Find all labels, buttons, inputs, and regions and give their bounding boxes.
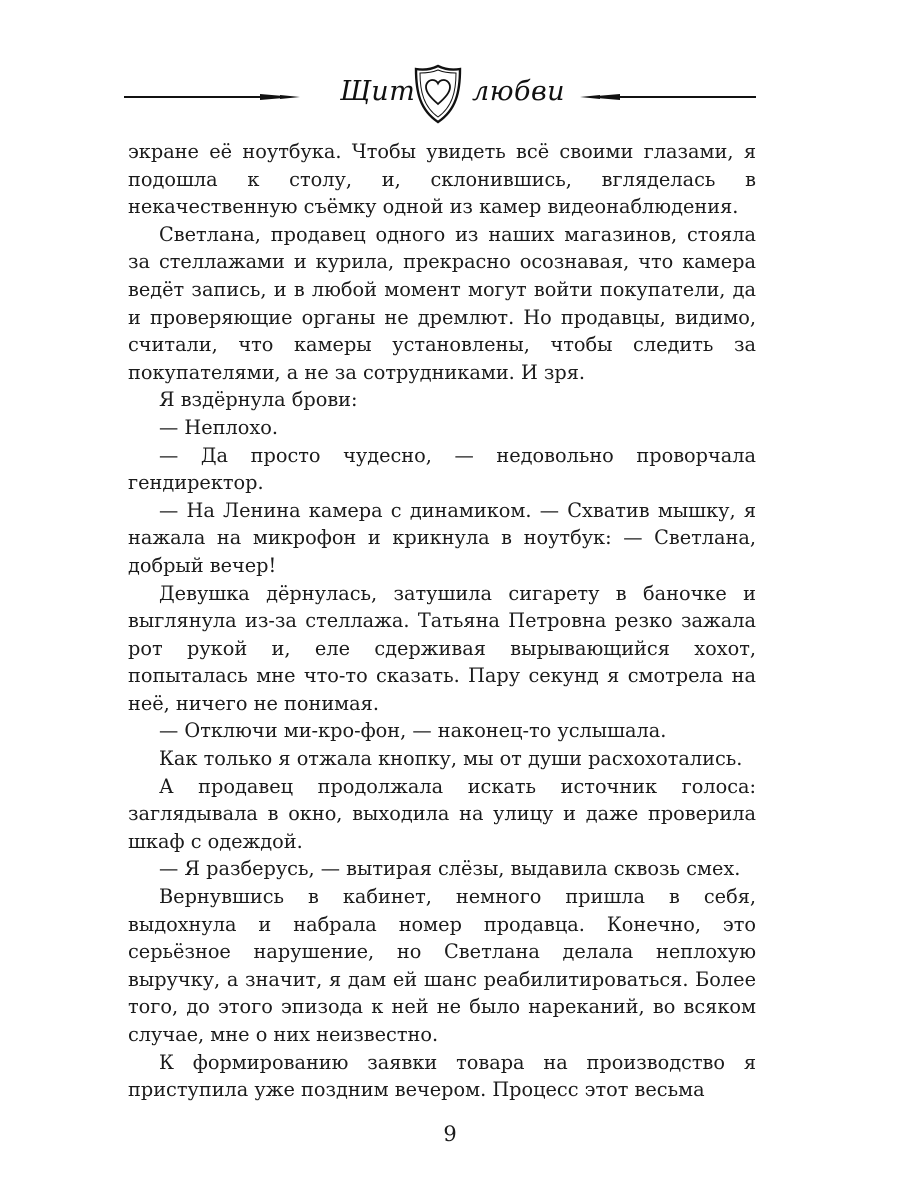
paragraph: — Я разберусь, — вытирая слёзы, выдавила сквозь смех. [159, 857, 741, 881]
paragraph: — Отключи ми-кро-фон, — наконец-то услышала. [159, 719, 667, 743]
shield-heart-icon [412, 62, 464, 130]
paragraph: — Неплохо. [159, 415, 278, 439]
paragraph: Девушка дёрнулась, затушила сигарету в баночке и выглянула из-за стеллажа. Татьяна Петровна резко зажала рот рукой и, еле сдерживая вырывающийся хохот, попыталась мне что-то сказать. Пару секунд я смотрела на неё, ничего не понимая. [128, 581, 756, 715]
page-number: 9 [443, 1122, 457, 1146]
body-text [128, 138, 756, 1104]
paragraph: К формированию заявки товара на производство я приступила уже поздним вечером. Процесс этот весьма [128, 1050, 756, 1102]
paragraph: экране её ноутбука. Чтобы увидеть всё своими глазами, я подошла к столу, и, склонившись, вгляделась в некачественную съёмку одной из камер видеонаблюдения. [128, 140, 756, 219]
paragraph: А продавец продолжала искать источник голоса: заглядывала в окно, выходила на улицу и даже проверила шкаф с одеждой. [128, 774, 756, 853]
header-title-right: любви [472, 76, 566, 107]
paragraph: Как только я отжала кнопку, мы от души расхохотались. [159, 747, 743, 771]
running-header [120, 62, 760, 132]
header-title-left: Щит [340, 76, 416, 107]
paragraph: Вернувшись в кабинет, немного пришла в себя, выдохнула и набрала номер продавца. Конечно, это серьёзное нарушение, но Светлана делала неплохую выручку, а значит, я дам ей шанс реабилитироваться. Более того, до этого эпизода к ней не было нареканий, во всяком случае, мне о них неизвестно. [128, 885, 756, 1046]
paragraph: Светлана, продавец одного из наших магазинов, стояла за стеллажами и курила, прекрасно осознавая, что камера ведёт запись, и в любой момент могут войти покупатели, да и проверяющие органы не дремлют. Но продавцы, видимо, считали, что камеры установлены, чтобы следить за покупателями, а не за сотрудниками. И зря. [128, 222, 756, 384]
paragraph: — На Ленина камера с динамиком. — Схватив мышку, я нажала на микрофон и крикнула в ноутбук: — Светлана, добрый вечер! [128, 498, 756, 577]
paragraph: Я вздёрнула брови: [159, 388, 358, 412]
paragraph: — Да просто чудесно, — недовольно проворчала гендиректор. [128, 443, 756, 495]
